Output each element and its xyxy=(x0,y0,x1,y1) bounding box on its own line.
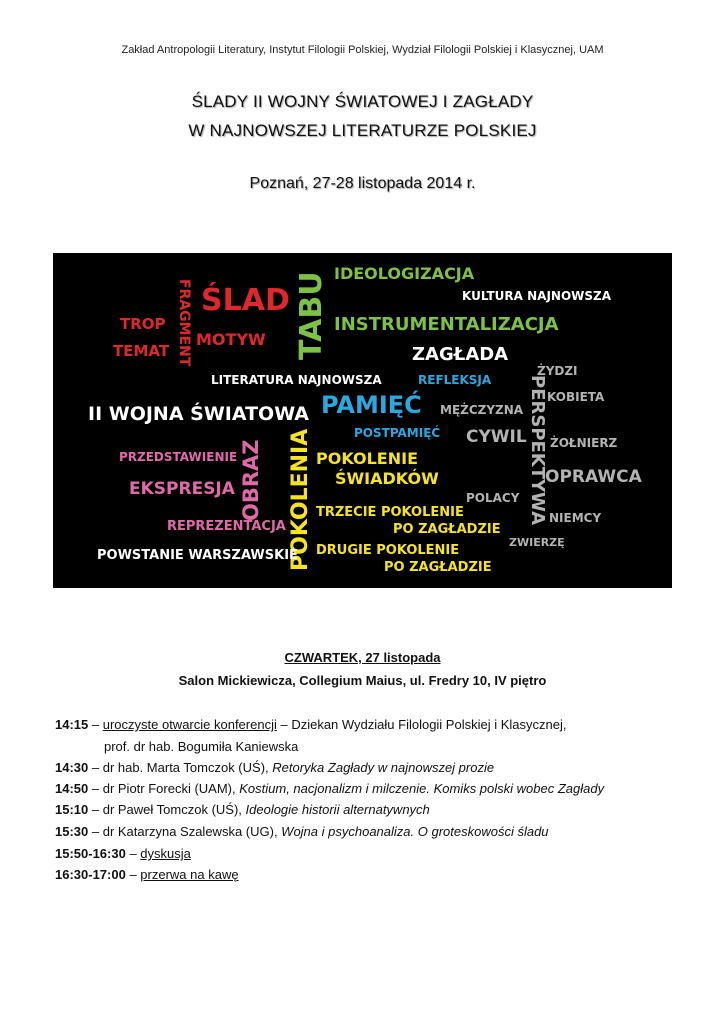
program-item xyxy=(55,760,672,775)
word-drugie-pokolenie: DRUGIE POKOLENIE xyxy=(316,543,460,558)
word-trop: TROP xyxy=(120,315,166,333)
program-speaker: prof. dr hab. Bogumiła Kaniewska xyxy=(104,739,299,754)
word-postpamiec: POSTPAMIĘĆ xyxy=(354,426,441,440)
word-oprawca: OPRAWCA xyxy=(545,467,642,487)
word-kobieta: KOBIETA xyxy=(547,390,605,404)
day-heading: CZWARTEK, 27 listopada xyxy=(284,650,441,665)
word-trzecie-pokolenie: TRZECIE POKOLENIE xyxy=(316,505,464,520)
separator: – xyxy=(125,867,141,882)
word-pokolenie-1: POKOLENIE xyxy=(316,449,419,468)
separator: – xyxy=(125,846,141,861)
word-literatura-najnowsza: LITERATURA NAJNOWSZA xyxy=(211,373,382,387)
program-time: 14:50 xyxy=(55,781,89,796)
program-time: 14:15 xyxy=(55,717,89,732)
word-drugie-po-zagladzie: PO ZAGŁADZIE xyxy=(384,560,492,575)
program-time: 16:30-17:00 xyxy=(55,867,126,882)
program-time: 14:30 xyxy=(55,760,89,775)
program-title: Kostium, nacjonalizm i milczenie. Komiks polski wobec Zagłady xyxy=(239,781,605,796)
program-speaker: dr hab. Marta Tomczok (UŚ), xyxy=(102,760,273,775)
word-powstanie-warszawskie: POWSTANIE WARSZAWSKIE xyxy=(97,548,298,563)
separator: – xyxy=(88,717,103,732)
program-title: dyskusja xyxy=(140,846,191,861)
program-title: przerwa na kawę xyxy=(140,867,239,882)
program-item xyxy=(55,802,672,817)
program-item xyxy=(55,781,672,796)
program-item xyxy=(55,717,672,732)
separator: – xyxy=(88,824,103,839)
word-trzecie-po-zagladzie: PO ZAGŁADZIE xyxy=(393,522,501,537)
separator: – xyxy=(88,802,103,817)
program-title: Wojna i psychoanaliza. O groteskowości śladu xyxy=(281,824,549,839)
program-time: 15:50-16:30 xyxy=(55,846,126,861)
venue: Salon Mickiewicza, Collegium Maius, ul. Fredry 10, IV piętro xyxy=(178,673,547,688)
program-speaker: – Dziekan Wydziału Filologii Polskiej i Klasycznej, xyxy=(276,717,567,732)
program-item-continuation xyxy=(104,739,721,754)
word-cywil: CYWIL xyxy=(466,427,527,447)
word-swiadkow: ŚWIADKÓW xyxy=(335,469,439,488)
word-pokolenia: POKOLENIA xyxy=(288,428,313,571)
conference-title-line-1: ŚLADY II WOJNY ŚWIATOWEJ I ZAGŁADY xyxy=(191,92,534,111)
word-motyw: MOTYW xyxy=(196,330,266,349)
word-polacy: POLACY xyxy=(466,491,520,505)
word-zaglada: ZAGŁADA xyxy=(412,344,509,365)
word-przedstawienie: PRZEDSTAWIENIE xyxy=(119,450,238,464)
word-instrumentalizacja: INSTRUMENTALIZACJA xyxy=(334,314,559,335)
word-zwierze: ZWIERZĘ xyxy=(509,536,565,549)
word-obraz: OBRAZ xyxy=(239,439,263,521)
word-perspektywa: PERSPEKTYWA xyxy=(527,375,548,526)
word-ekspresja: EKSPRESJA xyxy=(129,479,235,499)
separator: – xyxy=(88,760,103,775)
program-title: Retoryka Zagłady w najnowszej prozie xyxy=(272,760,495,775)
program-speaker: dr Paweł Tomczok (UŚ), xyxy=(102,802,246,817)
program-item xyxy=(55,846,672,861)
institution-line: Zakład Antropologii Literatury, Instytut Filologii Polskiej, Wydział Filologii Polskiej i Klasycznej, UAM xyxy=(121,44,604,56)
word-tabu: TABU xyxy=(294,271,329,360)
word-mezczyzna: MĘŻCZYZNA xyxy=(440,403,524,417)
program-speaker: dr Piotr Forecki (UAM), xyxy=(102,781,240,796)
word-pamiec: PAMIĘĆ xyxy=(321,391,422,419)
word-reprezentacja: REPREZENTACJA xyxy=(167,519,286,534)
word-cloud-image xyxy=(53,253,672,588)
word-refleksja: REFLEKSJA xyxy=(418,373,492,387)
word-temat: TEMAT xyxy=(113,342,170,360)
word-niemcy: NIEMCY xyxy=(549,511,602,525)
word-zolnierz: ŻOŁNIERZ xyxy=(550,436,618,450)
separator: – xyxy=(88,781,103,796)
place-and-date: Poznań, 27-28 listopada 2014 r. xyxy=(249,175,476,192)
program-time: 15:30 xyxy=(55,824,89,839)
word-ii-wojna-swiatowa: II WOJNA ŚWIATOWA xyxy=(88,403,310,425)
word-fragment: FRAGMENT xyxy=(176,279,192,367)
word-ideologizacja: IDEOLOGIZACJA xyxy=(334,264,475,283)
program-title: uroczyste otwarcie konferencji xyxy=(102,717,277,732)
program-item xyxy=(55,824,672,839)
program-speaker: dr Katarzyna Szalewska (UG), xyxy=(102,824,282,839)
program-time: 15:10 xyxy=(55,802,89,817)
word-zydzi: ŻYDZI xyxy=(537,364,578,378)
word-slad: ŚLAD xyxy=(201,283,290,318)
program-title: Ideologie historii alternatywnych xyxy=(245,802,430,817)
program-item xyxy=(55,867,672,882)
conference-title-line-2: W NAJNOWSZEJ LITERATURZE POLSKIEJ xyxy=(188,121,537,140)
word-kultura-najnowsza: KULTURA NAJNOWSZA xyxy=(462,289,612,303)
